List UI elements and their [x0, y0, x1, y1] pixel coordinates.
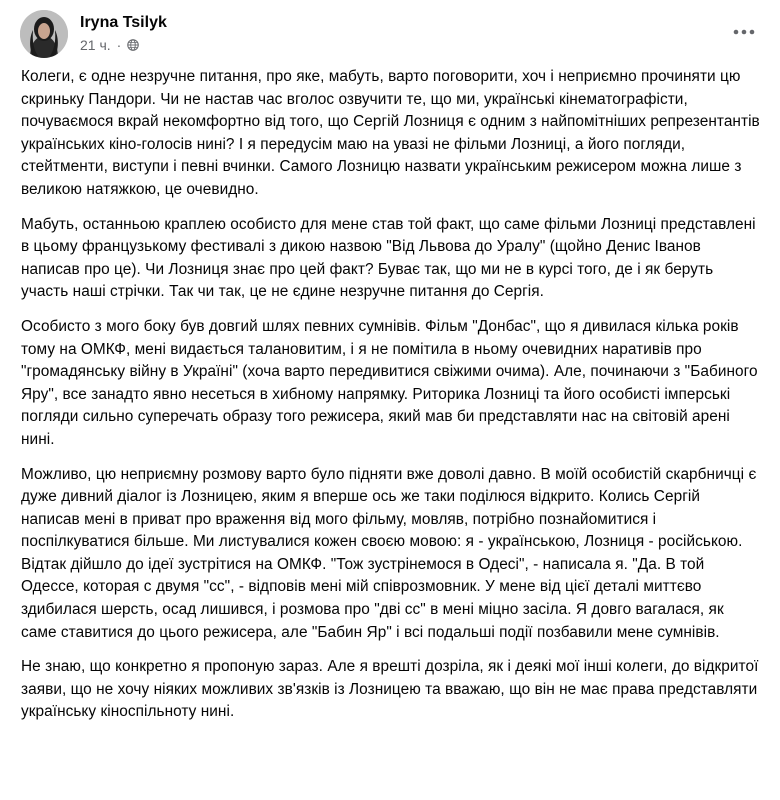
post-body: [21, 66, 763, 736]
author-name[interactable]: Iryna Tsilyk: [80, 14, 167, 31]
more-options-button[interactable]: [730, 22, 758, 42]
post-paragraph: Можливо, цю неприємну розмову варто було підняти вже доволі давно. В моїй особистій скарбничці є дуже дивний діалог із Лозницею, яким я вперше ось же таки поділюся відкрито. Колись Сергій написав мені в приват про враження від мого фільму, мовляв, потрібно познайомитися і поспілкуватися більше. Ми листувалися кожен своєю мовою: я - українською, Лозниця - російською. Відтак дійшло до ідеї зустрітися на ОМКФ. "Тож зустрінемося в Одесі", - написала я. "Да. В той Одессе, которая с двумя "сс", - відповів мені мій співрозмовник. У мене від цієї деталі миттєво здибилася шерсть, осад лишився, і розмова про "дві сс" в мені міцно засіла. Я довго вагалася, як саме ставитися до цього режисера, але "Бабин Яр" і всі подальші події позбавили мене сумнівів.: [21, 465, 757, 641]
post-paragraph: Особисто з мого боку був довгий шлях певних сумнівів. Фільм "Донбас", що я дивилася кілька років тому на ОМКФ, мені видається талановитим, і я не помітила в ньому очевидних наративів про "громадянську війну в Україні" (хоча варто передивитися свіжими очима). Але, починаючи з "Бабиного Яру", все занадто явно несеться в хибному напрямку. Риторика Лозниці та його особисті імперські погляди сильно суперечать образу того режисера, який мав би представляти нас на світовій арені нині.: [21, 317, 758, 448]
post-paragraph: Колеги, є одне незручне питання, про яке, мабуть, варто поговорити, хоч і неприємно прочиняти цю скриньку Пандори. Чи не настав час вголос озвучити те, що ми, українські кінематографісти, почуваємося вкрай некомфортно від того, що Сергій Лозниця є одним з найпомітніших репрезентантів українських кіно-голосів нині? І я передусім маю на увазі не фільми Лозниці, а його погляди, стейтменти, виступи і певні вчинки. Самого Лозницю назвати українським режисером можна лише з великою натяжкою, це очевидно.: [21, 68, 760, 198]
globe-icon[interactable]: [127, 39, 139, 51]
meta-separator: ·: [116, 37, 122, 53]
post-header: [20, 10, 760, 60]
post-paragraph: Не знаю, що конкретно я пропоную зараз. Але я врешті дозріла, як і деякі мої інші колеги, до відкритої заяви, що не хочу ніяких можливих зв'язків із Лозницею та вважаю, що він не має права представляти українську кіноспільноту нині.: [21, 658, 759, 721]
post-time[interactable]: 21 ч.: [80, 37, 111, 53]
avatar-photo-icon: [20, 10, 68, 58]
avatar[interactable]: [20, 10, 68, 58]
post-paragraph: Мабуть, останньою краплею особисто для мене став той факт, що саме фільми Лозниці представлені в цьому французькому фестивалі з дикою назвою "Від Львова до Уралу" (щойно Денис Іванов написав про це). Чи Лозниця знає про цей факт? Буває так, що ми не в курсі того, де і як беруть участь наші стрічки. Так чи так, це не єдине незручне питання до Сергія.: [21, 215, 756, 301]
post-meta: [80, 37, 139, 53]
more-horizontal-icon: [733, 29, 755, 35]
